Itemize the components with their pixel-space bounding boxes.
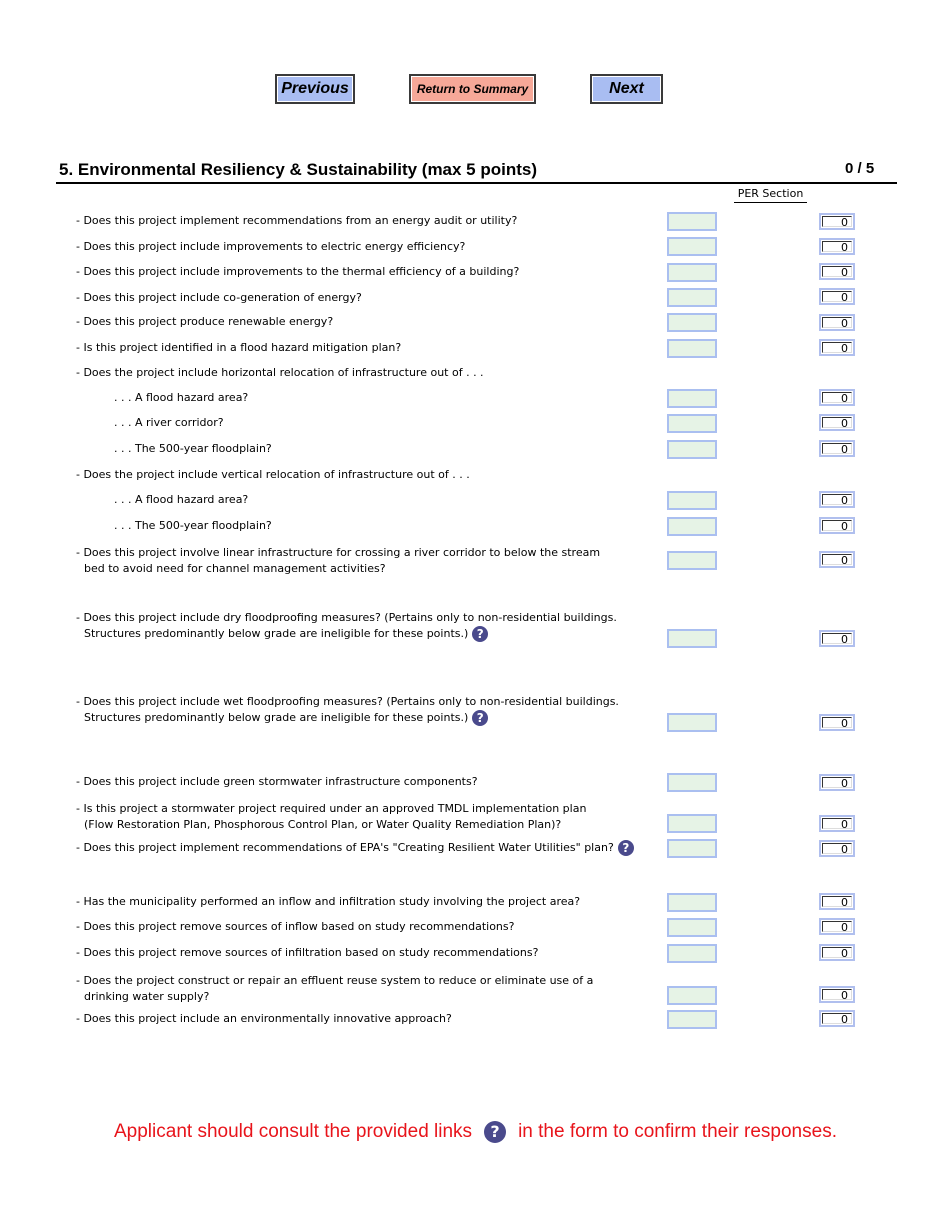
question-line-2: bed to avoid need for channel management activities? (84, 562, 386, 575)
points-value: 0 (822, 494, 852, 505)
question-text: - Does this project implement recommendations of EPA's "Creating Resilient Water Utilities" plan? ? (76, 840, 634, 856)
per-section-input[interactable] (667, 944, 717, 963)
points-field[interactable] (819, 517, 855, 534)
points-value: 0 (822, 777, 852, 788)
points-field[interactable] (819, 339, 855, 356)
points-field[interactable] (819, 986, 855, 1003)
question-line-2: drinking water supply? (84, 990, 210, 1003)
per-section-input[interactable] (667, 237, 717, 256)
section-score: 0 / 5 (845, 160, 875, 177)
help-icon[interactable]: ? (618, 840, 634, 856)
points-field[interactable] (819, 288, 855, 305)
points-field[interactable] (819, 389, 855, 406)
question-line-1: - Does the project construct or repair an effluent reuse system to reduce or eliminate use of a (76, 974, 594, 987)
per-section-input[interactable] (667, 440, 717, 459)
points-field[interactable] (819, 314, 855, 331)
per-section-input[interactable] (667, 839, 717, 858)
per-section-input[interactable] (667, 288, 717, 307)
per-section-input[interactable] (667, 713, 717, 732)
question-text (76, 694, 619, 726)
per-section-input[interactable] (667, 389, 717, 408)
per-section-input[interactable] (667, 517, 717, 536)
points-value: 0 (822, 317, 852, 328)
points-value: 0 (822, 947, 852, 958)
per-section-input[interactable] (667, 773, 717, 792)
next-button[interactable]: Next (590, 74, 663, 104)
question-text: - Has the municipality performed an inflow and infiltration study involving the project area? (76, 895, 581, 908)
per-section-input[interactable] (667, 814, 717, 833)
points-value: 0 (822, 520, 852, 531)
points-value: 0 (822, 717, 852, 728)
per-section-input[interactable] (667, 313, 717, 332)
points-value: 0 (822, 291, 852, 302)
points-value: 0 (822, 1013, 852, 1024)
question-text: - Does this project include an environmentally innovative approach? (76, 1012, 452, 1025)
question-text: . . . The 500-year floodplain? (114, 519, 272, 532)
per-section-input[interactable] (667, 918, 717, 937)
per-section-input[interactable] (667, 1010, 717, 1029)
per-section-input[interactable] (667, 263, 717, 282)
points-field[interactable] (819, 440, 855, 457)
help-icon: ? (484, 1121, 506, 1143)
points-value: 0 (822, 216, 852, 227)
question-text: - Does this project remove sources of infiltration based on study recommendations? (76, 946, 539, 959)
help-icon[interactable]: ? (472, 710, 488, 726)
per-section-input[interactable] (667, 339, 717, 358)
points-field[interactable] (819, 944, 855, 961)
points-value: 0 (822, 818, 852, 829)
question-line-1: - Does this project include dry floodproofing measures? (Pertains only to non-residential buildings. (76, 611, 617, 624)
question-text: . . . A river corridor? (114, 416, 224, 429)
question-text: - Is this project identified in a flood hazard mitigation plan? (76, 341, 402, 354)
question-line-2: (Flow Restoration Plan, Phosphorous Control Plan, or Water Quality Remediation Plan)? (84, 818, 562, 831)
question-text: - Does this project include green stormwater infrastructure components? (76, 775, 478, 788)
points-value: 0 (822, 266, 852, 277)
points-value: 0 (822, 443, 852, 454)
per-section-input[interactable] (667, 414, 717, 433)
per-section-input[interactable] (667, 491, 717, 510)
points-field[interactable] (819, 263, 855, 280)
points-value: 0 (822, 417, 852, 428)
question-text: . . . The 500-year floodplain? (114, 442, 272, 455)
question-text: - Does this project include co-generation of energy? (76, 291, 362, 304)
help-icon[interactable]: ? (472, 626, 488, 642)
question-text: . . . A flood hazard area? (114, 493, 249, 506)
question-text (76, 973, 593, 1005)
points-field[interactable] (819, 414, 855, 431)
per-section-input[interactable] (667, 893, 717, 912)
points-value: 0 (822, 633, 852, 644)
question-group-heading: - Does the project include horizontal relocation of infrastructure out of . . . (76, 366, 484, 379)
section-title: 5. Environmental Resiliency & Sustainability (max 5 points) (59, 160, 538, 179)
points-field[interactable] (819, 918, 855, 935)
previous-button[interactable]: Previous (275, 74, 355, 104)
points-value: 0 (822, 843, 852, 854)
question-text (76, 610, 617, 642)
question-group-heading: - Does the project include vertical relocation of infrastructure out of . . . (76, 468, 470, 481)
per-section-input[interactable] (667, 212, 717, 231)
question-text: - Does this project include improvements to the thermal efficiency of a building? (76, 265, 520, 278)
per-section-input[interactable] (667, 629, 717, 648)
footer-text-after: in the form to confirm their responses. (518, 1121, 837, 1142)
points-field[interactable] (819, 714, 855, 731)
footer-note (114, 1121, 837, 1143)
question-text: - Does this project implement recommendations from an energy audit or utility? (76, 214, 518, 227)
question-line-2: Structures predominantly below grade are ineligible for these points.) ? (76, 626, 617, 642)
points-field[interactable] (819, 893, 855, 910)
points-field[interactable] (819, 840, 855, 857)
footer-text-before: Applicant should consult the provided links (114, 1121, 473, 1142)
question-line-1: - Is this project a stormwater project required under an approved TMDL implementation plan (76, 802, 587, 815)
points-value: 0 (822, 896, 852, 907)
points-field[interactable] (819, 1010, 855, 1027)
question-line-2: Structures predominantly below grade are ineligible for these points.) ? (76, 710, 619, 726)
question-text: - Does this project produce renewable energy? (76, 315, 334, 328)
question-line-1: - Does this project include wet floodproofing measures? (Pertains only to non-residential buildings. (76, 695, 619, 708)
question-text (76, 545, 600, 577)
question-text: . . . A flood hazard area? (114, 391, 249, 404)
points-field[interactable] (819, 815, 855, 832)
points-value: 0 (822, 989, 852, 1000)
question-text: - Does this project remove sources of inflow based on study recommendations? (76, 920, 515, 933)
points-value: 0 (822, 554, 852, 565)
question-text: - Does this project include improvements to electric energy efficiency? (76, 240, 466, 253)
per-section-input[interactable] (667, 551, 717, 570)
points-field[interactable] (819, 551, 855, 568)
points-value: 0 (822, 921, 852, 932)
points-field[interactable] (819, 238, 855, 255)
points-field[interactable] (819, 213, 855, 230)
question-line-1: - Does this project involve linear infrastructure for crossing a river corridor to below the stream (76, 546, 601, 559)
question-text (76, 801, 586, 833)
per-section-input[interactable] (667, 986, 717, 1005)
points-field[interactable] (819, 491, 855, 508)
title-divider (56, 182, 897, 184)
return-to-summary-button[interactable]: Return to Summary (409, 74, 536, 104)
points-value: 0 (822, 241, 852, 252)
points-field[interactable] (819, 630, 855, 647)
points-field[interactable] (819, 774, 855, 791)
points-value: 0 (822, 392, 852, 403)
points-value: 0 (822, 342, 852, 353)
per-section-header: PER Section (734, 187, 807, 203)
